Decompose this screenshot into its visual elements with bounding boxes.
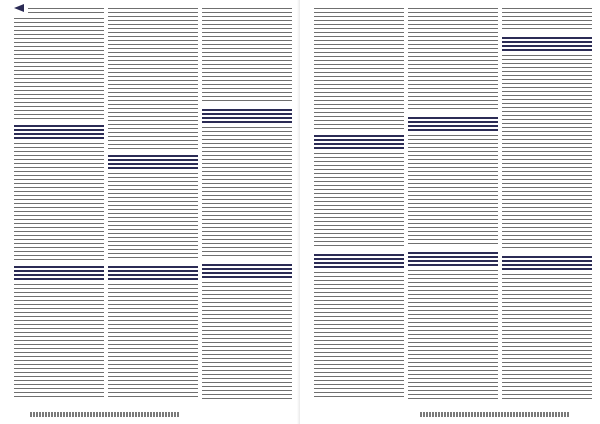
text-block: [202, 127, 292, 259]
text-block: [314, 153, 404, 249]
section-heading: [408, 117, 498, 131]
text-column-2: [108, 8, 198, 400]
section-heading: [202, 264, 292, 278]
text-block: [108, 173, 198, 261]
section-heading: [108, 155, 198, 169]
right-page-footer: [300, 408, 600, 422]
text-column-1: [14, 8, 104, 400]
section-heading: [502, 37, 592, 51]
text-column-5: [408, 8, 498, 400]
text-block: [28, 8, 104, 16]
section-heading: [202, 109, 292, 123]
text-block: [202, 8, 292, 104]
section-heading: [314, 254, 404, 268]
running-footer: [30, 412, 180, 417]
text-block: [14, 143, 104, 261]
text-block: [502, 8, 592, 32]
text-block: [408, 270, 498, 400]
text-column-6: [502, 8, 592, 400]
section-heading: [14, 125, 104, 139]
section-heading: [502, 256, 592, 270]
page-number: [578, 410, 588, 420]
text-block: [408, 135, 498, 247]
text-block: [314, 272, 404, 400]
section-heading: [314, 135, 404, 149]
section-heading: [108, 266, 198, 280]
text-block: [14, 18, 104, 120]
text-block: [502, 274, 592, 400]
text-column-3: [202, 8, 292, 400]
page-number: [10, 410, 20, 420]
text-column-4: [314, 8, 404, 400]
text-block: [314, 8, 404, 130]
text-block: [14, 284, 104, 400]
running-footer: [420, 412, 570, 417]
text-block: [502, 55, 592, 251]
text-block: [108, 284, 198, 400]
left-page-footer: [0, 408, 300, 422]
text-block: [408, 8, 498, 112]
section-heading: [14, 266, 104, 280]
text-block: [108, 8, 198, 150]
section-heading: [408, 252, 498, 266]
text-block: [202, 282, 292, 400]
